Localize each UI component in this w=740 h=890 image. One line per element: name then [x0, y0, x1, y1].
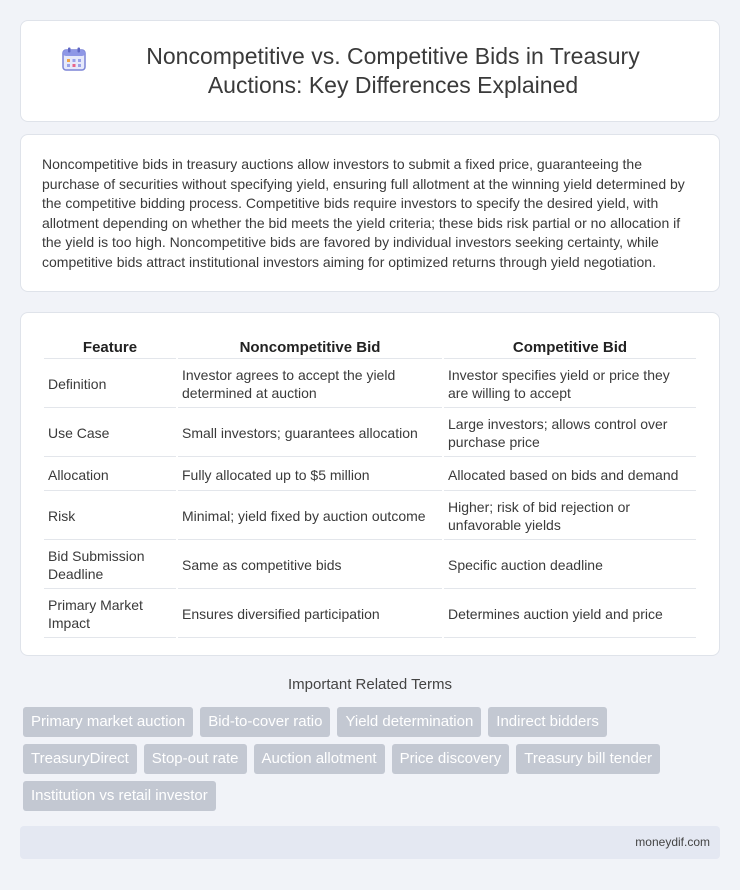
row-competitive: Specific auction deadline [444, 542, 696, 589]
header-competitive: Competitive Bid [444, 335, 696, 359]
tag-auction-allotment[interactable]: Auction allotment [254, 744, 385, 774]
title-card [20, 20, 720, 122]
table-row [44, 459, 696, 491]
table-header-row [44, 335, 696, 359]
header-noncompetitive: Noncompetitive Bid [178, 335, 442, 359]
tag-yield-determination[interactable]: Yield determination [337, 707, 481, 737]
tag-primary-market-auction[interactable]: Primary market auction [23, 707, 193, 737]
row-competitive: Higher; risk of bid rejection or unfavorable yields [444, 493, 696, 540]
related-terms-list [23, 707, 723, 818]
row-competitive: Determines auction yield and price [444, 591, 696, 638]
table-row [44, 542, 696, 589]
row-noncompetitive: Same as competitive bids [178, 542, 442, 589]
row-noncompetitive: Investor agrees to accept the yield determined at auction [178, 361, 442, 408]
table-row [44, 591, 696, 638]
row-noncompetitive: Small investors; guarantees allocation [178, 410, 442, 457]
footer-site[interactable]: moneydif.com [635, 835, 710, 849]
tag-institution-vs-retail[interactable]: Institution vs retail investor [23, 781, 216, 811]
row-feature: Allocation [44, 459, 176, 491]
row-feature: Definition [44, 361, 176, 408]
table-row [44, 493, 696, 540]
table-row [44, 410, 696, 457]
row-noncompetitive: Fully allocated up to $5 million [178, 459, 442, 491]
tag-indirect-bidders[interactable]: Indirect bidders [488, 707, 607, 737]
row-noncompetitive: Minimal; yield fixed by auction outcome [178, 493, 442, 540]
tag-treasurydirect[interactable]: TreasuryDirect [23, 744, 137, 774]
related-terms-title: Important Related Terms [288, 676, 452, 693]
intro-card [20, 134, 720, 292]
header-feature: Feature [44, 335, 176, 359]
comparison-table [42, 333, 698, 640]
tag-bid-to-cover-ratio[interactable]: Bid-to-cover ratio [200, 707, 330, 737]
page-title: Noncompetitive vs. Competitive Bids in Treasury Auctions: Key Differences Explained [146, 43, 640, 98]
row-feature: Bid Submission Deadline [44, 542, 176, 589]
row-competitive: Investor specifies yield or price they are willing to accept [444, 361, 696, 408]
row-feature: Risk [44, 493, 176, 540]
calendar-icon [61, 46, 87, 72]
intro-paragraph: Noncompetitive bids in treasury auctions allow investors to submit a fixed price, guaranteeing the purchase of securities without specifying yield, ensuring full allotment at the winning yield determined by the competitive bidding process. Competitive bids require investors to specify the desired yield, with allotment depending on whether the bid meets the yield criteria; these bids risk partial or no allocation if the yield is too high. Noncompetitive bids are favored by individual investors seeking certainty, while competitive bids attract institutional investors aiming for optimized returns through yield negotiation. [42, 156, 685, 270]
footer [20, 826, 720, 859]
row-noncompetitive: Ensures diversified participation [178, 591, 442, 638]
table-row [44, 361, 696, 408]
tag-price-discovery[interactable]: Price discovery [392, 744, 510, 774]
row-feature: Primary Market Impact [44, 591, 176, 638]
comparison-card [20, 312, 720, 656]
tag-treasury-bill-tender[interactable]: Treasury bill tender [516, 744, 660, 774]
row-feature: Use Case [44, 410, 176, 457]
row-competitive: Large investors; allows control over purchase price [444, 410, 696, 457]
row-competitive: Allocated based on bids and demand [444, 459, 696, 491]
tag-stop-out-rate[interactable]: Stop-out rate [144, 744, 247, 774]
